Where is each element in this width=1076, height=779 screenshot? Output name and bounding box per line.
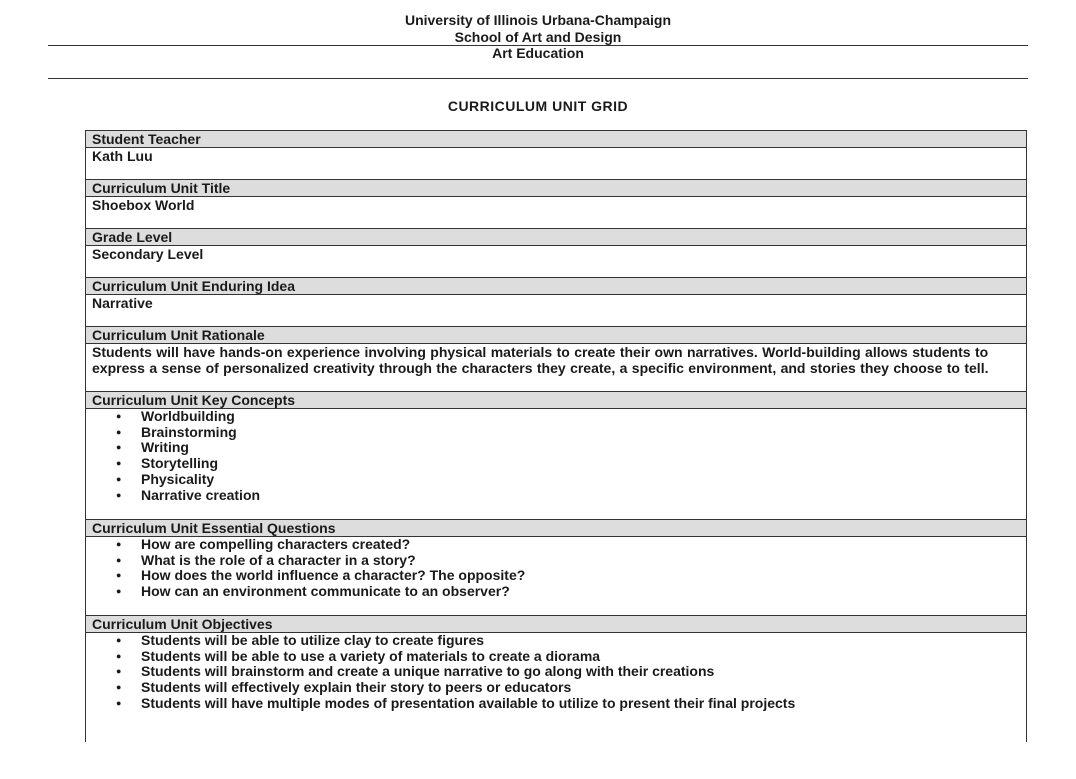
school-name: School of Art and Design [454, 28, 622, 45]
objectives-list [92, 633, 1020, 712]
key-concepts-label: Curriculum Unit Key Concepts [86, 391, 1026, 409]
list-item: ● What is the role of a character in a story? [141, 553, 1020, 569]
list-item: ● Narrative creation [141, 488, 1020, 504]
document-header [0, 12, 1076, 62]
header-divider-top [48, 45, 1028, 46]
unit-title-label: Curriculum Unit Title [86, 179, 1026, 197]
list-item: ● Worldbuilding [141, 409, 1020, 425]
grade-level-label: Grade Level [86, 228, 1026, 246]
list-item: ● Brainstorming [141, 425, 1020, 441]
list-item: ● Physicality [141, 472, 1020, 488]
list-item: ● Storytelling [141, 456, 1020, 472]
grade-level-value: Secondary Level [92, 246, 204, 262]
essential-questions-label: Curriculum Unit Essential Questions [86, 519, 1026, 537]
key-concepts-list [92, 409, 1020, 503]
enduring-idea-section [86, 277, 1026, 326]
enduring-idea-label: Curriculum Unit Enduring Idea [86, 277, 1026, 295]
student-teacher-section [86, 130, 1026, 179]
list-item: ● Students will be able to utilize clay to create figures [141, 633, 1020, 649]
objectives-value [86, 633, 1026, 743]
objectives-section [86, 615, 1026, 743]
enduring-idea-value: Narrative [92, 295, 153, 311]
rationale-section [86, 326, 1026, 391]
list-item: ● Students will effectively explain their story to peers or educators [141, 680, 1020, 696]
essential-questions-value [86, 537, 1026, 615]
list-item: ● Students will be able to use a variety of materials to create a diorama [141, 649, 1020, 665]
essential-questions-section [86, 519, 1026, 615]
department-name: Art Education [492, 45, 584, 61]
student-teacher-label: Student Teacher [86, 130, 1026, 148]
grade-level-section [86, 228, 1026, 277]
list-item: ● How are compelling characters created? [141, 537, 1020, 553]
grid-title: CURRICULUM UNIT GRID [447, 98, 629, 114]
list-item: ● Students will brainstorm and create a unique narrative to go along with their creations [141, 664, 1020, 680]
list-item: ● Writing [141, 440, 1020, 456]
university-name: University of Illinois Urbana-Champaign [404, 12, 672, 28]
essential-questions-list [92, 537, 1020, 600]
list-item: ● How can an environment communicate to an observer? [141, 584, 1020, 600]
student-teacher-value: Kath Luu [92, 148, 153, 164]
objectives-label: Curriculum Unit Objectives [86, 615, 1026, 633]
list-item: ● Students will have multiple modes of presentation available to utilize to present their final projects [141, 696, 1020, 712]
key-concepts-value [86, 409, 1026, 519]
list-item: ● How does the world influence a character? The opposite? [141, 568, 1020, 584]
curriculum-grid [85, 130, 1027, 742]
unit-title-value: Shoebox World [92, 197, 195, 213]
unit-title-section [86, 179, 1026, 228]
rationale-value: Students will have hands-on experience involving physical materials to create their own narratives. World-building allows students to express a sense of personalized creativity through the characters they create, a specific environment, and stories they choose to tell. [92, 344, 989, 376]
header-divider-bottom [48, 78, 1028, 79]
rationale-label: Curriculum Unit Rationale [86, 326, 1026, 344]
key-concepts-section [86, 391, 1026, 519]
